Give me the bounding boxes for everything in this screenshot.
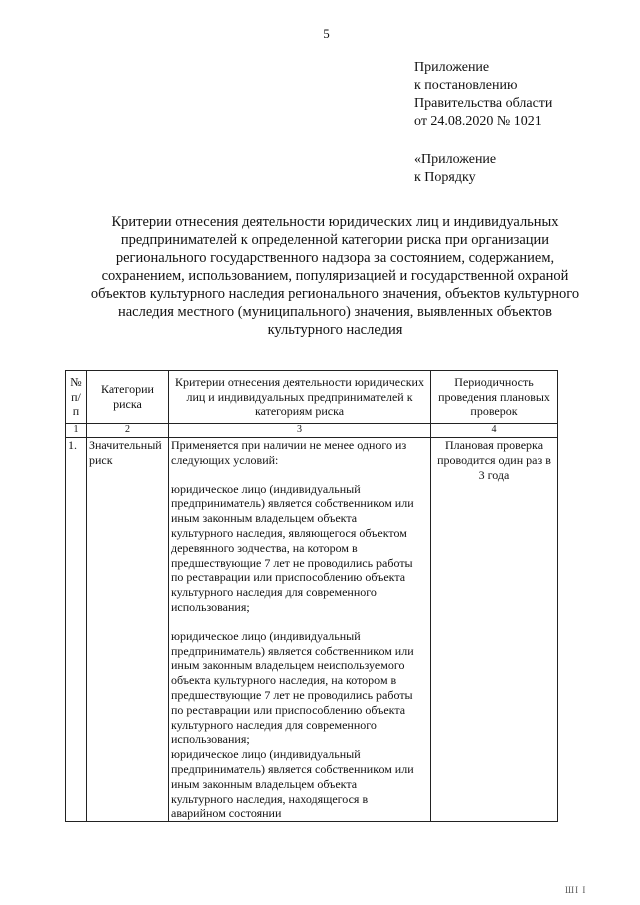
criteria-line: иным законным владельцем объекта [171,511,358,526]
criteria-line: предприниматель) является собственником или [171,643,414,658]
header-category: Категории риска [87,371,169,424]
page-number: 5 [323,26,330,41]
footer-mark: ШІ І [565,885,587,895]
criteria-line: по реставрации или приспособлению объекта [171,702,406,717]
criteria-line: аварийном состоянии [171,806,282,821]
header-num: № п/п [66,371,87,424]
criteria-line: использования; [171,732,250,747]
title-line: регионального государственного надзора за состоянием, содержанием, [115,250,555,266]
criteria-line: юридическое лицо (индивидуальный [171,481,361,496]
appendix-header [414,59,552,187]
row-periodicity: Плановая проверка проводится один раз в 3 года [431,438,558,822]
risk-criteria-table [65,370,558,822]
document-title [50,213,620,339]
row-criteria [169,438,431,822]
criteria-line: использования; [171,599,250,614]
table-row [66,438,558,822]
header-criteria: Критерии отнесения деятельности юридических лиц и индивидуальных предпринимателей к категориям риска [169,371,431,424]
criteria-line: культурного наследия для современного [171,585,377,600]
column-number-row [66,424,558,438]
criteria-line: культурного наследия для современного [171,717,377,732]
title-line: сохранением, использованием, популяризацией и государственной охраной [101,268,569,284]
criteria-line: предшествующие 7 лет не проводились работы [171,687,413,702]
column-number: 1 [66,424,87,438]
criteria-line: иным законным владельцем неиспользуемого [171,658,405,673]
table-header-row [66,371,558,424]
title-line: наследия местного (муниципального) значения, выявленных объектов [117,304,553,320]
criteria-line: по реставрации или приспособлению объекта [171,570,406,585]
header-periodicity: Периодичность проведения плановых проверок [431,371,558,424]
criteria-line: предшествующие 7 лет не проводились работы [171,555,413,570]
criteria-line: культурного наследия, находящегося в [171,791,369,806]
criteria-line: объекта культурного наследия, на котором в [171,673,397,688]
title-line: Критерии отнесения деятельности юридических лиц и индивидуальных [111,214,559,230]
appendix-ref-line: «Приложение [414,152,497,167]
criteria-line: юридическое лицо (индивидуальный [171,628,361,643]
criteria-line: юридическое лицо (индивидуальный [171,747,361,762]
appendix-ref-line: к Порядку [414,170,476,185]
row-category: Значительный риск [87,438,169,822]
title-line: культурного наследия [267,322,403,338]
column-number: 2 [87,424,169,438]
criteria-line: следующих условий: [171,452,279,467]
column-number: 4 [431,424,558,438]
criteria-line: культурного наследия, являющегося объектом [171,525,407,540]
column-number: 3 [169,424,431,438]
criteria-line: предприниматель) является собственником или [171,496,414,511]
title-line: предпринимателей к определенной категории риска при организации [120,232,550,248]
row-num: 1. [66,438,87,822]
appendix-line: Приложение [414,60,490,75]
appendix-line: Правительства области [414,96,553,111]
criteria-line: деревянного зодчества, на котором в [171,540,358,555]
appendix-line: от 24.08.2020 № 1021 [414,114,542,129]
criteria-line: Применяется при наличии не менее одного из [171,438,407,452]
appendix-line: к постановлению [414,78,518,93]
criteria-line: предприниматель) является собственником или [171,761,414,776]
title-line: объектов культурного наследия регионального значения, объектов культурного [90,286,580,302]
criteria-line: иным законным владельцем объекта [171,776,358,791]
